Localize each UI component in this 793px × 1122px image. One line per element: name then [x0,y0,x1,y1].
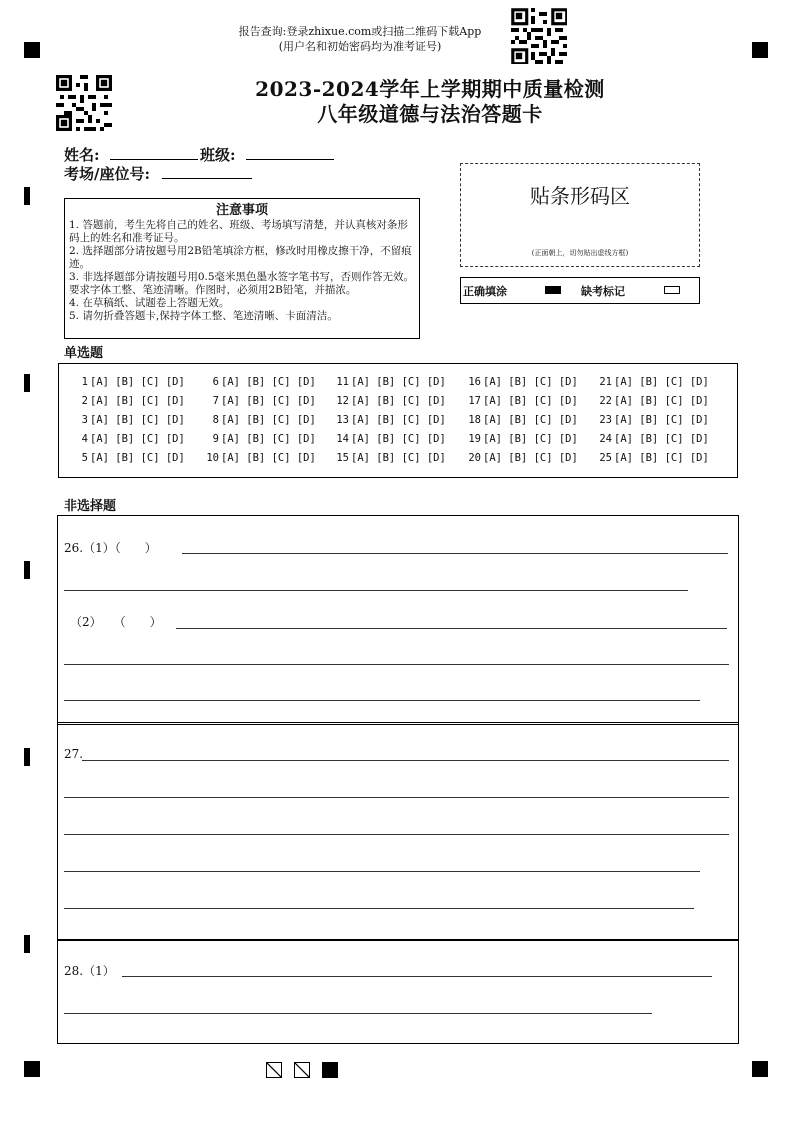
mcq-option-bubbles[interactable]: [A] [B] [C] [D] [90,433,185,445]
mcq-question-number: 18 [468,414,481,426]
timing-mark [24,187,30,205]
section-divider [57,939,738,940]
corner-mark-bottom-right [752,1061,768,1077]
mcq-option-bubbles[interactable]: [A] [B] [C] [D] [351,452,446,464]
mcq-question-row[interactable] [203,395,316,407]
mcq-question-number: 2 [81,395,88,407]
mcq-question-row[interactable] [72,452,185,464]
mcq-option-bubbles[interactable]: [A] [B] [C] [D] [483,414,578,426]
mcq-option-bubbles[interactable]: [A] [B] [C] [D] [483,452,578,464]
correct-fill-label: 正确填涂 [463,285,507,298]
mcq-option-bubbles[interactable]: [A] [B] [C] [D] [90,452,185,464]
mcq-question-number: 4 [81,433,88,445]
mcq-question-number: 1 [81,376,88,388]
mcq-question-number: 5 [81,452,88,464]
timing-mark [24,561,30,579]
mcq-question-number: 15 [336,452,349,464]
notice-item: 4. 在草稿纸、试题卷上答题无效。 [69,297,230,309]
notice-box [64,198,420,339]
mcq-question-number: 19 [468,433,481,445]
exam-title-line2: 八年级道德与法治答题卡 [317,102,543,126]
mcq-question-row[interactable] [333,433,446,445]
mcq-question-number: 9 [212,433,219,445]
page-mark-slashed [294,1062,310,1078]
mcq-option-bubbles[interactable]: [A] [B] [C] [D] [351,376,446,388]
mcq-question-number: 22 [599,395,612,407]
mcq-option-bubbles[interactable]: [A] [B] [C] [D] [351,395,446,407]
corner-mark-top-left [24,42,40,58]
mcq-question-row[interactable] [72,414,185,426]
q28-answer-box [57,940,739,1044]
corner-mark-bottom-left [24,1061,40,1077]
answer-line[interactable] [182,553,728,554]
mcq-option-bubbles[interactable]: [A] [B] [C] [D] [221,414,316,426]
mcq-question-number: 11 [336,376,349,388]
mcq-option-bubbles[interactable]: [A] [B] [C] [D] [221,376,316,388]
answer-line[interactable] [64,700,700,701]
mcq-question-row[interactable] [465,376,578,388]
mcq-question-number: 14 [336,433,349,445]
mcq-question-row[interactable] [333,376,446,388]
mcq-question-number: 16 [468,376,481,388]
mcq-question-number: 17 [468,395,481,407]
notice-item: 3. 非选择题部分请按题号用0.5毫米黑色墨水签字笔书写，否则作答无效。要求字体工整、笔迹清晰。作图时，必须用2B铅笔，并描浓。 [69,271,415,296]
mcq-question-row[interactable] [596,414,709,426]
mcq-question-number: 20 [468,452,481,464]
report-query-note [180,24,540,54]
notice-item: 1. 答题前，考生先将自己的姓名、班级、考场填写清楚，并认真核对条形码上的姓名和准考证号。 [69,219,408,244]
answer-line[interactable] [64,834,729,835]
mcq-question-number: 7 [212,395,219,407]
name-field[interactable] [110,144,198,160]
notice-item: 2. 选择题部分请按题号用2B铅笔填涂方框，修改时用橡皮擦干净，不留痕迹。 [69,245,412,270]
barcode-label: 贴条形码区 [530,184,630,208]
mcq-option-bubbles[interactable]: [A] [B] [C] [D] [614,395,709,407]
mcq-option-bubbles[interactable]: [A] [B] [C] [D] [351,414,446,426]
answer-line[interactable] [64,590,688,591]
mcq-option-bubbles[interactable]: [A] [B] [C] [D] [221,433,316,445]
mcq-option-bubbles[interactable]: [A] [B] [C] [D] [90,414,185,426]
mcq-question-row[interactable] [203,376,316,388]
page-mark-slashed [266,1062,282,1078]
mcq-question-row[interactable] [465,433,578,445]
mcq-question-row[interactable] [596,452,709,464]
timing-mark [24,748,30,766]
mcq-option-bubbles[interactable]: [A] [B] [C] [D] [90,376,185,388]
mcq-question-number: 3 [81,414,88,426]
mcq-question-number: 21 [599,376,612,388]
mcq-question-number: 13 [336,414,349,426]
mcq-question-row[interactable] [465,414,578,426]
exam-title-line1: 2023-2024学年上学期期中质量检测 [255,77,605,101]
barcode-hint: (正面朝上，切勿贴出虚线方框) [531,249,629,257]
mcq-question-row[interactable] [465,395,578,407]
fill-sample-box [460,277,700,304]
mcq-question-number: 10 [206,452,219,464]
mcq-question-number: 12 [336,395,349,407]
answer-line[interactable] [64,871,700,872]
mcq-option-bubbles[interactable]: [A] [B] [C] [D] [483,376,578,388]
mcq-option-bubbles[interactable]: [A] [B] [C] [D] [221,452,316,464]
mcq-question-row[interactable] [333,452,446,464]
mcq-question-row[interactable] [203,433,316,445]
mcq-question-row[interactable] [333,395,446,407]
mcq-question-row[interactable] [596,433,709,445]
mcq-question-number: 23 [599,414,612,426]
mcq-option-bubbles[interactable]: [A] [B] [C] [D] [614,376,709,388]
mcq-question-number: 24 [599,433,612,445]
seat-label: 考场/座位号: [64,165,151,183]
mcq-question-row[interactable] [203,414,316,426]
seat-field[interactable] [162,163,252,179]
answer-line[interactable] [64,908,694,909]
mcq-question-number: 8 [212,414,219,426]
mcq-option-bubbles[interactable]: [A] [B] [C] [D] [614,452,709,464]
timing-mark [24,935,30,953]
q26-1-label: 26.（1）（ ） [64,541,157,555]
mcq-question-row[interactable] [203,452,316,464]
answer-line[interactable] [64,664,729,665]
mcq-option-bubbles[interactable]: [A] [B] [C] [D] [221,395,316,407]
mcq-question-number: 25 [599,452,612,464]
mcq-question-row[interactable] [596,376,709,388]
class-label: 班级: [200,146,236,164]
mcq-question-row[interactable] [72,395,185,407]
qr-code-left [56,75,112,131]
mcq-question-row[interactable] [72,433,185,445]
mcq-question-row[interactable] [465,452,578,464]
answer-line[interactable] [64,797,729,798]
mcq-section-title: 单选题 [64,346,104,361]
section-divider [57,722,738,723]
mcq-question-row[interactable] [72,376,185,388]
mcq-option-bubbles[interactable]: [A] [B] [C] [D] [351,433,446,445]
mcq-option-bubbles[interactable]: [A] [B] [C] [D] [614,414,709,426]
mcq-option-bubbles[interactable]: [A] [B] [C] [D] [483,433,578,445]
class-field[interactable] [246,144,334,160]
absent-mark-label: 缺考标记 [581,285,625,298]
q27-label: 27. [64,747,84,761]
corner-mark-top-right [752,42,768,58]
notice-item: 5. 请勿折叠答题卡,保持字体工整、笔迹清晰、卡面清洁。 [69,310,338,322]
open-section-title: 非选择题 [64,499,117,514]
mcq-option-bubbles[interactable]: [A] [B] [C] [D] [614,433,709,445]
answer-line[interactable] [122,976,712,977]
mcq-question-row[interactable] [596,395,709,407]
mcq-option-bubbles[interactable]: [A] [B] [C] [D] [90,395,185,407]
report-query-text: 报告查询:登录zhixue.com或扫描二维码下载App [238,25,482,38]
mcq-question-number: 6 [212,376,219,388]
answer-line[interactable] [64,1013,652,1014]
mcq-question-row[interactable] [333,414,446,426]
answer-line[interactable] [176,628,727,629]
page-mark-filled [322,1062,338,1078]
notice-heading: 注意事项 [215,203,268,218]
mcq-option-bubbles[interactable]: [A] [B] [C] [D] [483,395,578,407]
login-hint-text: (用户名和初始密码均为准考证号) [278,40,442,53]
timing-mark [24,374,30,392]
absent-mark-checkbox[interactable] [664,286,680,294]
q26-2-label: （2） （ ） [70,615,162,629]
name-label: 姓名: [64,146,100,164]
barcode-area [460,163,700,267]
answer-line[interactable] [82,760,729,761]
q28-1-label: 28.（1） [64,964,115,978]
correct-fill-sample [545,286,561,294]
